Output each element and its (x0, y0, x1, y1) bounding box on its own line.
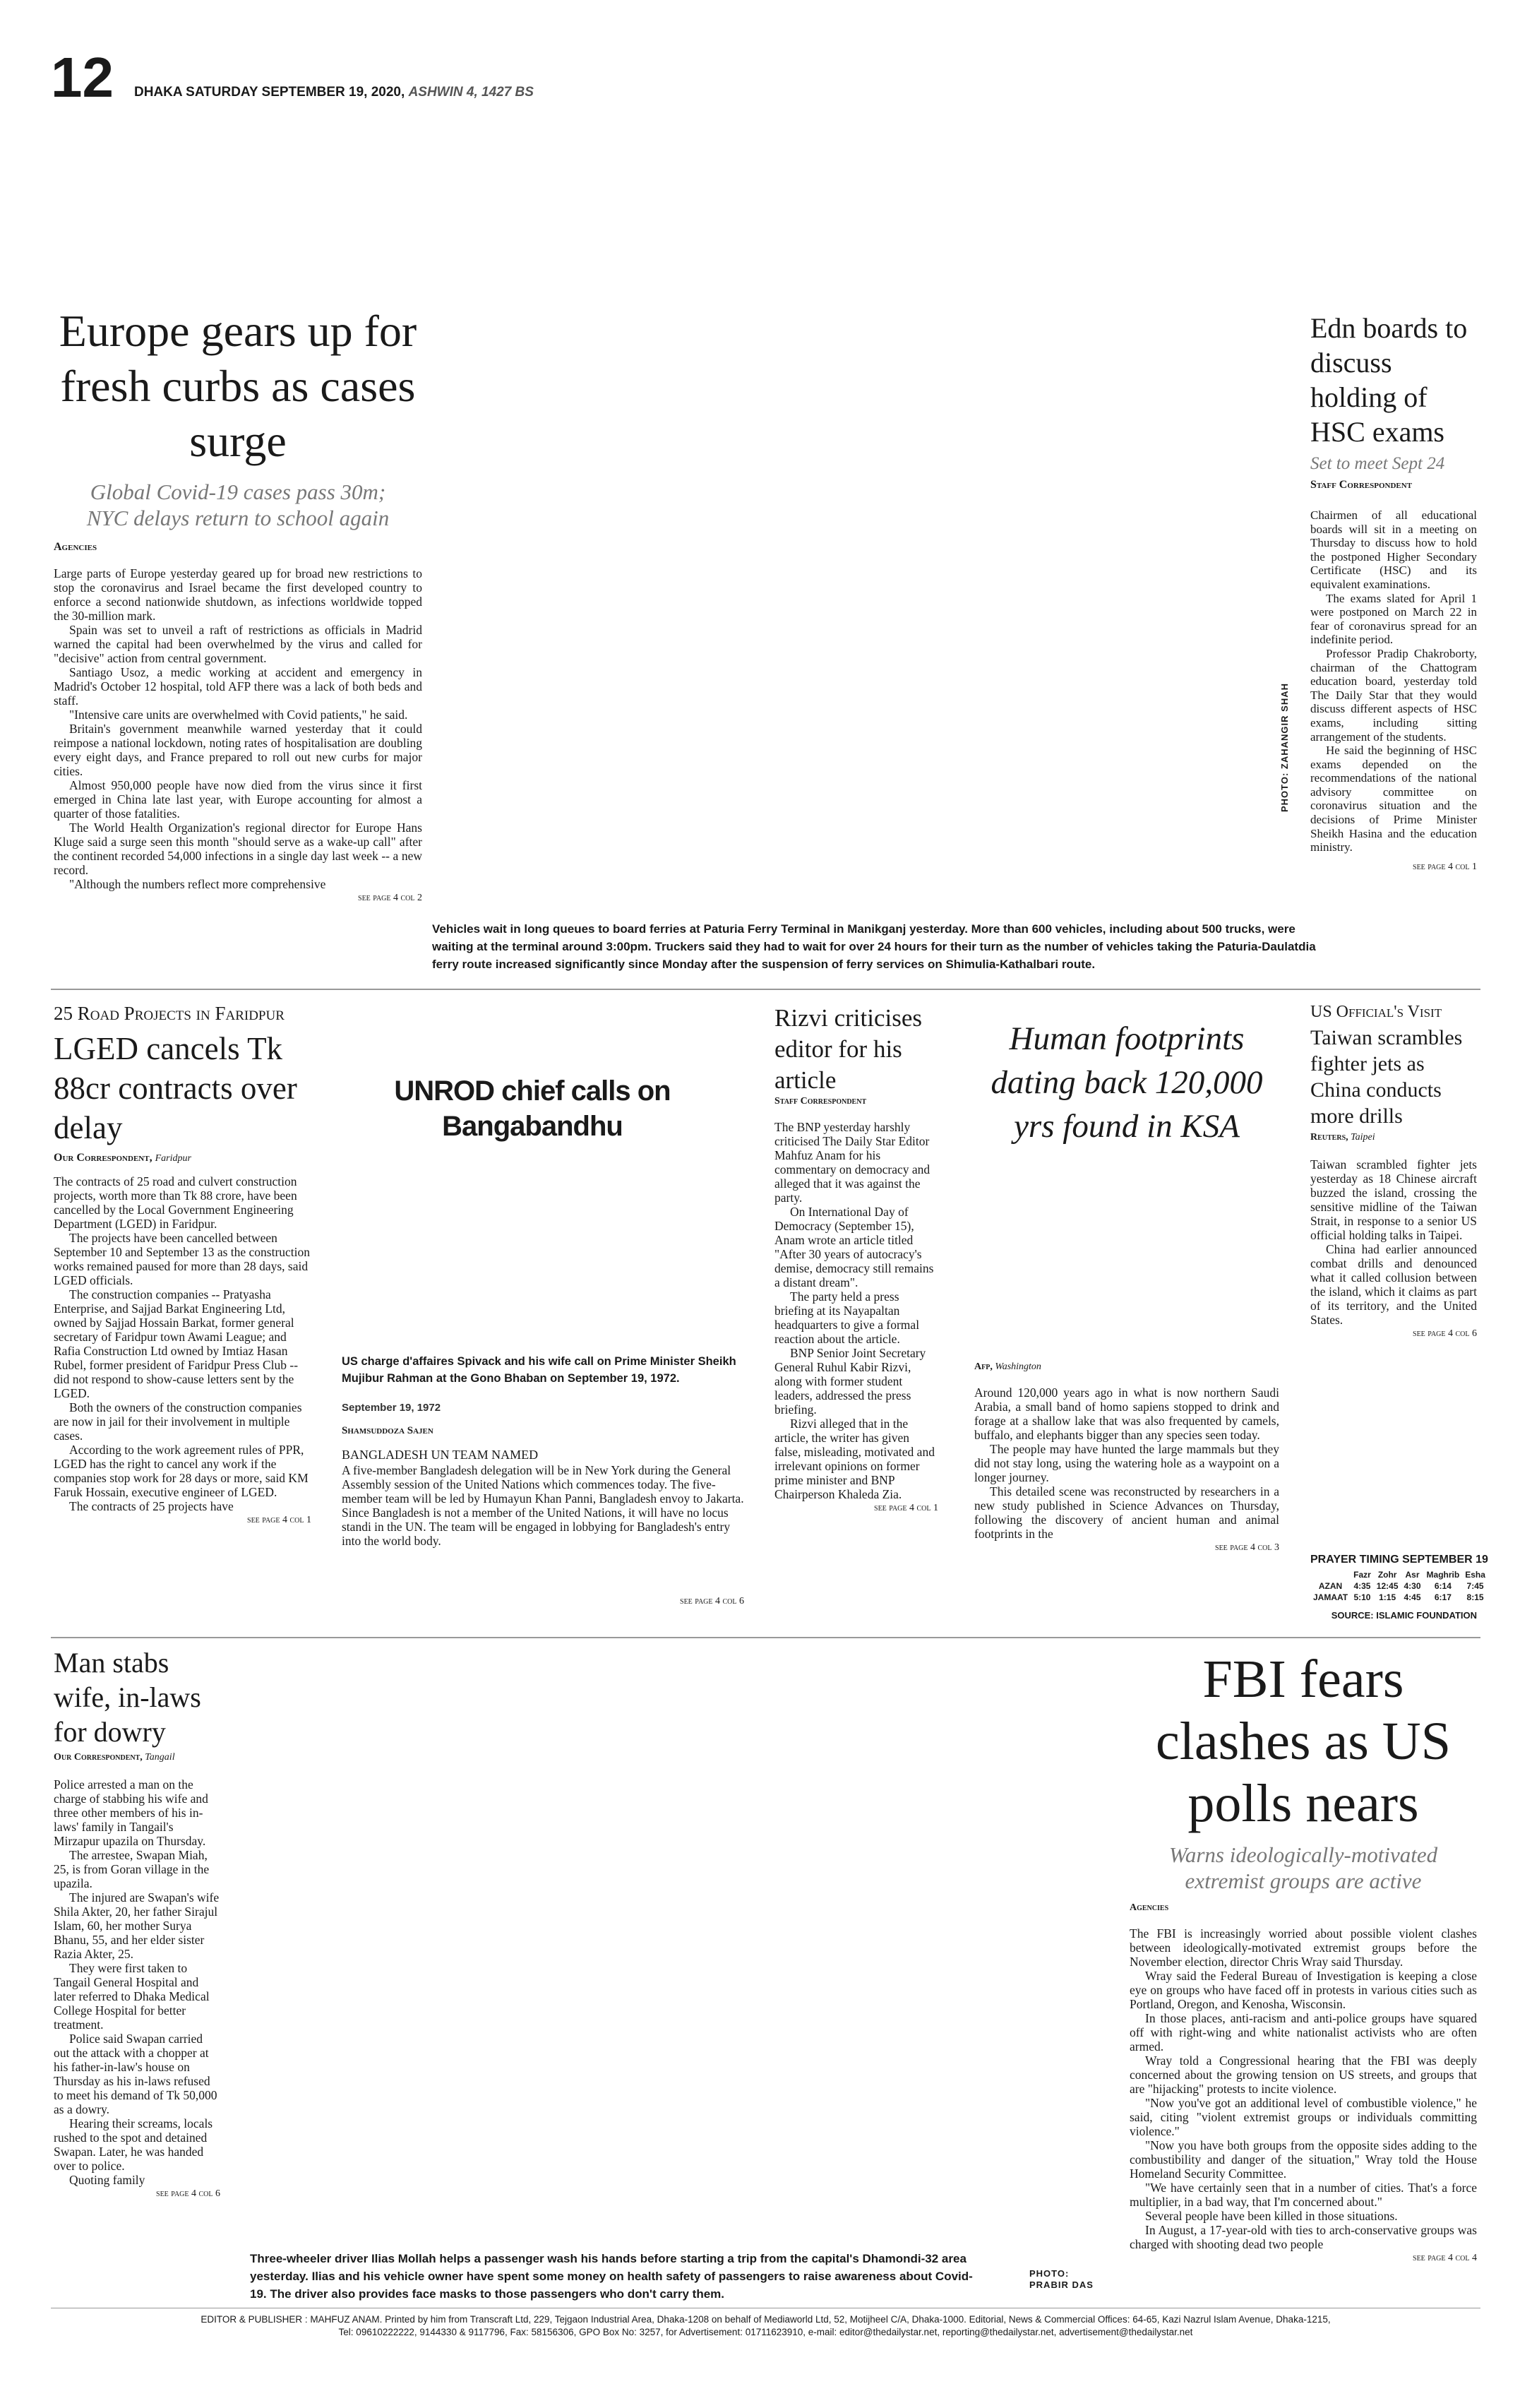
wash-photo (250, 1645, 1097, 2246)
hsc-byline: Staff Correspondent (1310, 479, 1413, 491)
rizvi-body: The BNP yesterday harshly criticised The Daily Star Editor Mahfuz Anam for his commentary on democracy and alleged that it was against the party. On International Day of Democracy (September 15), Anam wrote an article titled "After 30 years of autocracy's demise, democracy still remains a distant dream". The party held a press briefing at its Nayapaltan headquarters to give a formal reaction about the article. BNP Senior Joint Secretary General Ruhul Kabir Rizvi, along with former student leaders, addressed the press briefing. Rizvi alleged that in the article, the writer has given false, misleading, motivated and irrelevant opinions on former prime minister and BNP Chairperson Khaleda Zia. (774, 1120, 935, 1501)
footprints-headline: Human footprints dating back 120,000 yrs found in KSA (991, 1020, 1263, 1145)
fbi-jump: see page 4 col 4 (1413, 2253, 1477, 2264)
unrod-caption: US charge d'affaires Spivack and his wife call on Prime Minister Sheikh Mujibur Rahman at the Gono Bhaban on September 19, 1972. (342, 1355, 736, 1385)
wash-photo-credit: PHOTO: PRABIR DAS (1029, 2268, 1094, 2290)
hsc-headline: Edn boards to discuss holding of HSC exams (1310, 312, 1468, 448)
taiwan-story (1310, 1003, 1477, 1340)
unrod-subhead: BANGLADESH UN TEAM NAMED (342, 1448, 539, 1462)
prayer-row-azan: AZAN 4:35 12:45 4:30 6:14 7:45 (1318, 1581, 1484, 1591)
dowry-jump: see page 4 col 6 (156, 2188, 220, 2199)
rizvi-headline: Rizvi criticises editor for his article (774, 1004, 922, 1094)
footprints-jump: see page 4 col 3 (1215, 1542, 1279, 1553)
lged-byline: Our Correspondent, Faridpur (54, 1152, 191, 1164)
dowry-byline: Our Correspondent, Tangail (54, 1752, 175, 1763)
taiwan-kicker: US Official's Visit (1310, 1003, 1442, 1021)
rizvi-jump: see page 4 col 1 (874, 1503, 938, 1513)
rule-row2 (51, 1637, 1480, 1638)
lged-body: The contracts of 25 road and culvert construction projects, worth more than Tk 88 crore, have been cancelled by the Local Government Engineering Department (LGED) in Faridpur. The projects have been cancelled between September 10 and September 13 as the construction works remained paused for more than 28 days, said LGED officials. The construction companies -- Pratyasha Enterprise, and Sajjad Barkat Engineering Ltd, owned by Sajjad Hossain Barkat, former general secretary of Faridpur town Awami League; and Rafia Construction Ltd owned by Imtiaz Hasan Rubel, former president of Faridpur Press Club -- did not respond to show-cause letters sent by the LGED. Both the owners of the construction companies are now in jail for their involvement in multiple cases. According to the work agreement rules of PPR, LGED has the right to cancel any work if the companies stop work for 28 days or more, said KM Faruk Hossain, executive engineer of LGED. The contracts of 25 projects have (54, 1174, 311, 1513)
fbi-story (1130, 1645, 1477, 2264)
europe-jump: see page 4 col 2 (358, 893, 422, 904)
lged-story (54, 1003, 311, 1526)
footprints-story (974, 1017, 1279, 1554)
taiwan-byline: Reuters, Taipei (1310, 1132, 1375, 1143)
lged-headline: LGED cancels Tk 88cr contracts over delay (54, 1031, 297, 1145)
europe-headline: Europe gears up for fresh curbs as cases surge (59, 306, 417, 466)
footer (51, 2313, 1480, 2339)
fbi-headline: FBI fears clashes as US polls nears (1156, 1650, 1451, 1833)
prayer-header-row: Fazr Zohr Asr Maghrib Esha (1353, 1570, 1485, 1580)
dateline: DHAKA SATURDAY SEPTEMBER 19, 2020, ASHWIN 4, 1427 BS (134, 85, 534, 100)
fbi-byline: Agencies (1130, 1902, 1169, 1914)
europe-body: Large parts of Europe yesterday geared up for broad new restrictions to stop the coronavirus and Israel became the first developed country to enforce a second nationwide shutdown, as infections worldwide topped the 30-million mark. Spain was set to unveil a raft of restrictions as officials in Madrid warned the capital had been overwhelmed by the virus and called for "decisive" action from central government. Santiago Usoz, a medic working at accident and emergency in Madrid's October 12 hospital, told AFP there was a lack of both beds and staff. "Intensive care units are overwhelmed with Covid patients," he said. Britain's government meanwhile warned yesterday that it could reimpose a national lockdown, noting rates of hospitalisation are doubling every eight days, and France prepared to roll out new curbs for major cities. Almost 950,000 people have now died from the virus since it first emerged in China late last year, with Europe accounting for almost a quarter of those fatalities. The World Health Organization's regional director for Europe Hans Kluge said a surge seen this month "should serve as a wake-up call" after the continent recorded 54,000 infections in a single day last week -- a new record. "Although the numbers reflect more comprehensive (54, 566, 422, 892)
taiwan-body: Taiwan scrambled fighter jets yesterday as 18 Chinese aircraft buzzed the island, crossing the sensitive midline of the Taiwan Strait, in response to a senior US official holding talks in Taipei. China had earlier announced combat drills and denounced what it called collusion between the island, which it claims as part of its territory, and the United States. (1310, 1157, 1477, 1327)
taiwan-headline: Taiwan scrambles fighter jets as China conducts more drills (1310, 1026, 1463, 1128)
ferry-photo (432, 297, 1293, 918)
hsc-body: Chairmen of all educational boards will sit in a meeting on Thursday to discuss how to hold the postponed Higher Secondary Certificate (HSC) and its equivalent examinations. The exams slated for April 1 were postponed on March 22 in fear of coronavirus spread for an indefinite period. Professor Pradip Chakroborty, chairman of the Chattogram education board, yesterday told The Daily Star that they would discuss different aspects of HSC exams, including sitting arrangement of the students. He said the beginning of HSC exams depended on the recommendations of the national advisory committee on coronavirus situation and the decisions of Prime Minister Sheikh Hasina and the education ministry. (1310, 508, 1477, 854)
footprints-byline: Afp, Washington (974, 1361, 1041, 1372)
unrod-body: A five-member Bangladesh delegation will be in New York during the General Assembly session of the United Nations which commences today. The five-member team will be led by Humayun Khan Panni, Bangladesh envoy to Jakarta. Since Bangladesh is not a member of the United Nations, it will have no locus standi in the UN. The team will be engaged in lobbying for Bangladesh's entry into the world body. (342, 1463, 744, 1548)
ferry-caption: Vehicles wait in long queues to board ferries at Paturia Ferry Terminal in Manikganj yesterday. More than 600 vehicles, including about 500 trucks, were waiting at the terminal around 3:00pm. Truckers said they had to wait for over 24 hours for their turn as the number of vehicles taking the Paturia-Daulatdia ferry route increased significantly since Monday after the suspension of ferry services on Shimulia-Kathalbari route. (432, 922, 1316, 971)
lged-kicker: 25 Road Projects in Faridpur (54, 1003, 285, 1024)
hsc-jump: see page 4 col 1 (1413, 861, 1477, 872)
prayer-row-jamaat: JAMAAT 5:10 1:15 4:45 6:17 8:15 (1313, 1592, 1484, 1602)
taiwan-jump: see page 4 col 6 (1413, 1328, 1477, 1339)
prayer-table (1310, 1569, 1488, 1603)
unrod-photo (342, 1003, 744, 1342)
fbi-body: The FBI is increasingly worried about possible violent clashes between ideologically-motivated extremist groups before the November election, director Chris Wray said Thursday. Wray said the Federal Bureau of Investigation is keeping a close eye on groups who have faced off in protests in various cities such as Portland, Oregon, and Kenosha, Wisconsin. In those places, anti-racism and anti-police groups have squared off with right-wing and white nationalist activists who are often armed. Wray told a Congressional hearing that the FBI was deeply concerned about the growing tension on US streets, and groups that are "hijacking" protests to incite violence. "Now you've got an additional level of combustible violence," he said, citing "violent extremist groups or individuals committing violence." "Now you have both groups from the opposite sides adding to the combustibility and danger of the situation," Wray told the House Homeland Security Committee. "We have certainly seen that in a number of cities. That's a force multiplier, in a bad way, that I'm concerned about." Several people have been killed in those situations. In August, a 17-year-old with ties to arch-conservative groups was charged with shooting dead two people (1130, 1926, 1477, 2252)
hsc-story (1310, 311, 1477, 873)
europe-deck: Global Covid-19 cases pass 30m; NYC delays return to school again (86, 479, 390, 531)
dowry-headline: Man stabs wife, in-laws for dowry (54, 1647, 201, 1748)
footer-line-2: Tel: 09610222222, 9144330 & 9117796, Fax: 58156306, GPO Box No: 3257, for Advertisement: 01711623910, e-mail: editor@thedailystar.net, reporting@thedailystar.net, advertisement@thedailystar.net (338, 2327, 1193, 2337)
prayer-title: PRAYER TIMING SEPTEMBER 19 (1310, 1554, 1488, 1566)
masthead (51, 46, 757, 113)
fbi-deck: Warns ideologically-motivated extremist groups are active (1168, 1842, 1438, 1894)
dowry-story (54, 1645, 220, 2200)
hsc-deck: Set to meet Sept 24 (1310, 454, 1445, 473)
footprints-photo (974, 1148, 1279, 1353)
rizvi-story (774, 1003, 938, 1514)
europe-byline: Agencies (54, 541, 97, 554)
page-number: 12 (51, 46, 114, 109)
unrod-jump: see page 4 col 6 (680, 1596, 744, 1607)
footprints-body: Around 120,000 years ago in what is now northern Saudi Arabia, a small band of homo sapiens stopped to drink and forage at a shallow lake that was also frequented by camels, buffalo, and elephants bigger than any species seen today. The people may have hunted the large mammals but they did not stay long, using the watering hole as a waypoint on a longer journey. This detailed scene was reconstructed by researchers in a new study published in Science Advances on Thursday, following the discovery of ancient human and animal footprints in the (974, 1385, 1279, 1541)
unrod-headline: UNROD chief calls on Bangabandhu (394, 1075, 671, 1142)
rizvi-byline: Staff Correspondent (774, 1096, 867, 1107)
lged-jump: see page 4 col 1 (247, 1515, 311, 1525)
unrod-byline: Shamsuddoza Sajen (342, 1425, 433, 1436)
prayer-source: SOURCE: ISLAMIC FOUNDATION (1331, 1610, 1477, 1621)
ferry-photo-credit: PHOTO: ZAHANGIR SHAH (1279, 683, 1290, 812)
wash-caption: Three-wheeler driver Ilias Mollah helps a passenger wash his hands before starting a trip from the capital's Dhamondi-32 area yesterday. Ilias and his vehicle owner have spent some money on health safety of passengers to raise awareness about Covid-19. The driver also provides face masks to those passengers who don't carry them. (250, 2252, 973, 2301)
dowry-body: Police arrested a man on the charge of stabbing his wife and three other members of his in-laws' family in Tangail's Mirzapur upazila on Thursday. The arrestee, Swapan Miah, 25, is from Goran village in the upazila. The injured are Swapan's wife Shila Akter, 20, her father Sirajul Islam, 60, her mother Surya Bhanu, 55, and her elder sister Razia Akter, 25. They were first taken to Tangail General Hospital and later referred to Dhaka Medical College Hospital for better treatment. Police said Swapan carried out the attack with a chopper at his father-in-law's house on Thursday as his in-laws refused to meet his demand of Tk 50,000 as a dowry. Hearing their screams, locals rushed to the spot and detained Swapan. Later, he was handed over to police. Quoting family (54, 1777, 220, 2187)
rule-row1 (51, 989, 1480, 990)
prayer-timing-box (1310, 1554, 1488, 1621)
footer-line-1: EDITOR & PUBLISHER : MAHFUZ ANAM. Printed by him from Transcraft Ltd, 229, Tejgaon Industrial Area, Dhaka-1208 on behalf of Mediaworld Ltd, 52, Motijheel C/A, Dhaka-1000. Editorial, News & Commercial Offices: 64-65, Kazi Nazrul Islam Avenue, Dhaka-1215, (201, 2314, 1331, 2325)
europe-story (54, 304, 422, 904)
unrod-date: September 19, 1972 (342, 1402, 441, 1414)
